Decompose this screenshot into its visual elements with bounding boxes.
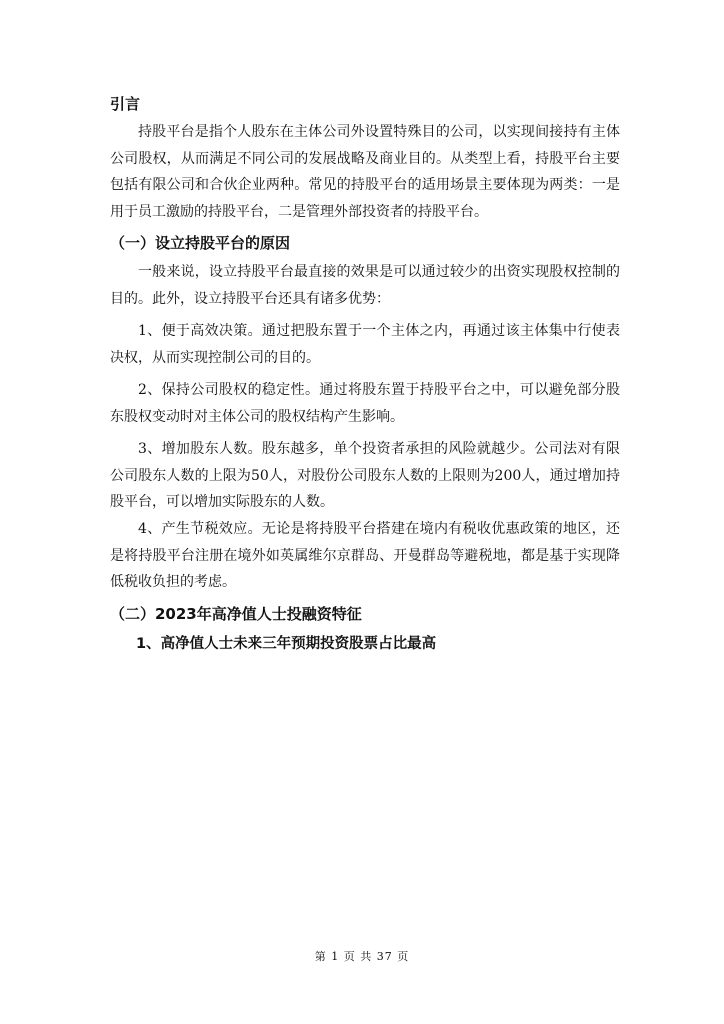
intro-heading: 引言: [110, 95, 141, 113]
section-1-intro-paragraph: 一般来说，设立持股平台最直接的效果是可以通过较少的出资实现股权控制的目的。此外，设立持股平台还具有诸多优势：: [110, 264, 620, 307]
advantage-item-4: 4、产生节税效应。无论是将持股平台搭建在境内有税收优惠政策的地区，还是将持股平台注册在境外如英属维尔京群岛、开曼群岛等避税地，都是基于实现降低税收负担的考虑。: [110, 521, 620, 590]
section-2-heading: （二）2023年高净值人士投融资特征: [110, 605, 362, 623]
advantage-item-2: 2、保持公司股权的稳定性。通过将股东置于持股平台之中，可以避免部分股东股权变动时对主体公司的股权结构产生影响。: [110, 382, 620, 425]
section-1-heading: （一）设立持股平台的原因: [110, 234, 291, 252]
advantage-item-3: 3、增加股东人数。股东越多，单个投资者承担的风险就越少。公司法对有限公司股东人数的上限为50人，对股份公司股东人数的上限则为200人，通过增加持股平台，可以增加实际股东的人数。: [110, 441, 620, 510]
section-2-subheading: 1、高净值人士未来三年预期投资股票占比最高: [136, 636, 437, 652]
intro-paragraph: 持股平台是指个人股东在主体公司外设置特殊目的公司，以实现间接持有主体公司股权，从而满足不同公司的发展战略及商业目的。从类型上看，持股平台主要包括有限公司和合伙企业两种。常见的持股平台的适用场景主要体现为两类：一是用于员工激励的持股平台，二是管理外部投资者的持股平台。: [110, 124, 620, 220]
page-number-footer: 第 1 页 共 37 页: [314, 950, 410, 963]
advantage-item-1: 1、便于高效决策。通过把股东置于一个主体之内，再通过该主体集中行使表决权，从而实现控制公司的目的。: [110, 323, 620, 366]
